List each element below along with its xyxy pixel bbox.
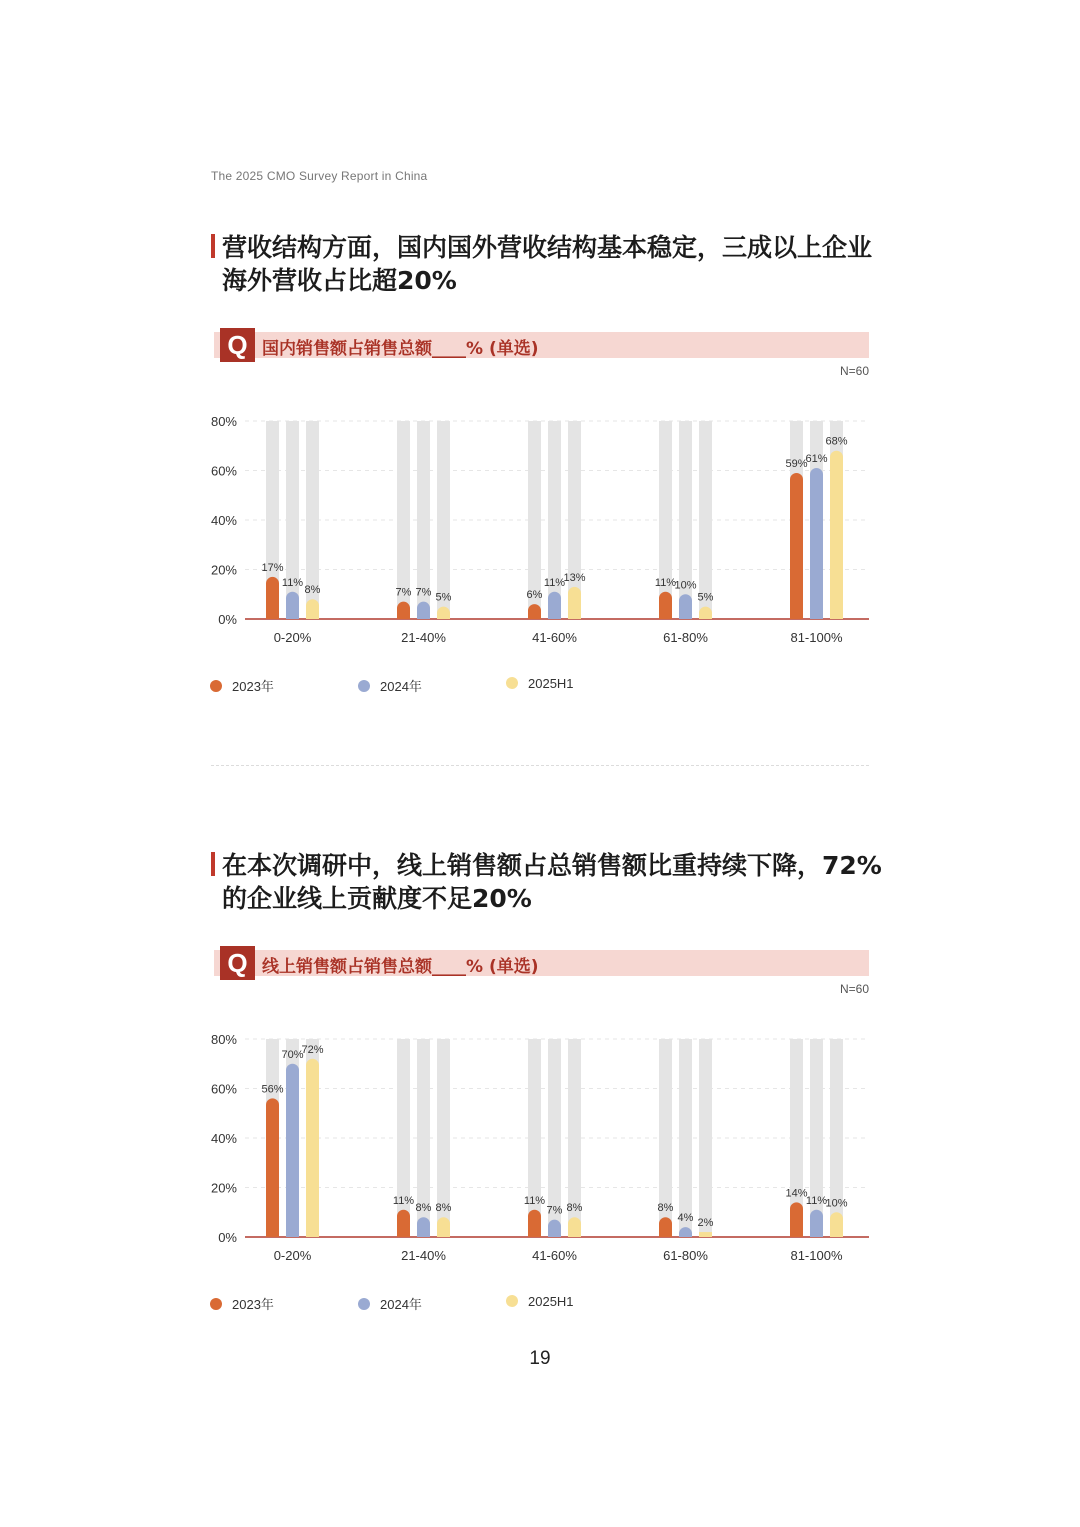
bar-track xyxy=(699,1039,712,1237)
bar-2024年 xyxy=(286,592,299,619)
y-tick-label: 40% xyxy=(210,513,237,528)
x-tick-label: 41-60% xyxy=(532,1248,577,1263)
data-label: 5% xyxy=(697,591,714,604)
bar-2025H1 xyxy=(568,1217,581,1237)
bar-2023年 xyxy=(397,602,410,619)
y-tick-label: 0% xyxy=(218,612,237,627)
bar-2025H1 xyxy=(568,587,581,619)
data-label: 8% xyxy=(566,1202,583,1215)
data-label: 70% xyxy=(281,1048,304,1061)
bar-2024年 xyxy=(810,468,823,619)
data-label: 14% xyxy=(785,1187,808,1200)
bar-2024年 xyxy=(548,1220,561,1237)
x-tick-label: 81-100% xyxy=(790,630,843,645)
bar-2023年 xyxy=(266,1098,279,1237)
x-tick-label: 21-40% xyxy=(401,630,446,645)
bar-2025H1 xyxy=(830,451,843,619)
headline-line-1: 营收结构方面，国内国外营收结构基本稳定，三成以上企业 xyxy=(222,233,873,262)
bar-2023年 xyxy=(528,604,541,619)
data-label: 59% xyxy=(785,457,808,470)
bar-2024年 xyxy=(679,594,692,619)
y-tick-label: 40% xyxy=(210,1131,237,1146)
section-divider xyxy=(211,765,869,766)
x-tick-label: 0-20% xyxy=(273,630,312,645)
data-label: 56% xyxy=(261,1083,284,1096)
x-tick-label: 61-80% xyxy=(663,630,708,645)
data-label: 7% xyxy=(415,586,432,599)
bar-track xyxy=(397,1039,410,1237)
legend-dot-icon xyxy=(358,680,370,692)
data-label: 68% xyxy=(825,435,848,448)
bar-track xyxy=(286,421,299,619)
data-label: 10% xyxy=(825,1197,848,1210)
y-tick-label: 80% xyxy=(210,414,237,429)
headline-accent-bar xyxy=(211,234,215,258)
bar-chart-domestic xyxy=(0,398,1080,658)
data-label: 7% xyxy=(395,586,412,599)
legend-label: 2023年 xyxy=(232,679,274,694)
x-tick-label: 81-100% xyxy=(790,1248,843,1263)
legend-dot-icon xyxy=(506,1295,518,1307)
sample-size: N=60 xyxy=(839,364,869,378)
bar-2024年 xyxy=(548,592,561,619)
page-number: 19 xyxy=(529,1348,551,1369)
legend-item-2024 xyxy=(358,676,422,695)
bar-track xyxy=(659,421,672,619)
bar-2023年 xyxy=(659,1217,672,1237)
data-label: 72% xyxy=(301,1043,324,1056)
bar-2024年 xyxy=(417,1217,430,1237)
legend-dot-icon xyxy=(506,677,518,689)
bar-track xyxy=(548,421,561,619)
bar-2023年 xyxy=(790,473,803,619)
bar-2024年 xyxy=(810,1210,823,1237)
bar-2024年 xyxy=(417,602,430,619)
legend-label: 2023年 xyxy=(232,1297,274,1312)
bar-track xyxy=(679,1039,692,1237)
question-text: 线上销售额占销售总额____% (单选) xyxy=(262,957,539,977)
legend-label: 2024年 xyxy=(380,1297,422,1312)
bar-2023年 xyxy=(266,577,279,619)
data-label: 11% xyxy=(392,1194,415,1207)
data-label: 10% xyxy=(674,579,697,592)
bar-2025H1 xyxy=(306,1059,319,1237)
data-label: 5% xyxy=(435,591,452,604)
x-tick-label: 41-60% xyxy=(532,630,577,645)
headline-line-2: 的企业线上贡献度不足20% xyxy=(222,884,532,913)
bar-2023年 xyxy=(528,1210,541,1237)
legend-label: 2025H1 xyxy=(528,1294,574,1309)
chart-legend xyxy=(210,676,710,696)
y-tick-label: 80% xyxy=(210,1032,237,1047)
x-tick-label: 61-80% xyxy=(663,1248,708,1263)
legend-item-2023 xyxy=(210,1294,274,1313)
x-tick-label: 0-20% xyxy=(273,1248,312,1263)
data-label: 13% xyxy=(563,571,586,584)
bar-track xyxy=(810,1039,823,1237)
running-title: The 2025 CMO Survey Report in China xyxy=(211,169,428,183)
bar-chart-online xyxy=(0,1016,1080,1276)
data-label: 8% xyxy=(304,584,321,597)
legend-dot-icon xyxy=(210,680,222,692)
question-badge: Q xyxy=(220,946,255,980)
data-label: 2% xyxy=(697,1217,714,1230)
legend-dot-icon xyxy=(210,1298,222,1310)
bar-2024年 xyxy=(286,1064,299,1237)
legend-label: 2024年 xyxy=(380,679,422,694)
legend-item-2024 xyxy=(358,1294,422,1313)
data-label: 61% xyxy=(805,453,828,466)
x-tick-label: 21-40% xyxy=(401,1248,446,1263)
y-tick-label: 60% xyxy=(210,463,237,479)
data-label: 4% xyxy=(677,1212,694,1225)
y-tick-label: 20% xyxy=(210,1180,237,1196)
legend-item-2023 xyxy=(210,676,274,695)
bar-2023年 xyxy=(397,1210,410,1237)
legend-item-2025h1 xyxy=(506,1294,574,1309)
bar-2025H1 xyxy=(830,1212,843,1237)
data-label: 8% xyxy=(435,1202,452,1215)
data-label: 11% xyxy=(523,1194,546,1207)
bar-2025H1 xyxy=(306,599,319,619)
data-label: 11% xyxy=(281,576,304,589)
bar-2023年 xyxy=(659,592,672,619)
data-label: 8% xyxy=(415,1202,432,1215)
question-badge: Q xyxy=(220,328,255,362)
bar-track xyxy=(437,421,450,619)
question-text: 国内销售额占销售总额____% (单选) xyxy=(262,339,539,359)
legend-item-2025h1 xyxy=(506,676,574,691)
data-label: 6% xyxy=(526,589,543,602)
data-label: 11% xyxy=(805,1194,828,1207)
bar-track xyxy=(699,421,712,619)
chart-legend xyxy=(210,1294,710,1314)
data-label: 8% xyxy=(657,1202,674,1215)
headline-accent-bar xyxy=(211,852,215,876)
headline-line-1: 在本次调研中，线上销售额占总销售额比重持续下降，72% xyxy=(222,851,882,880)
bar-2023年 xyxy=(790,1202,803,1237)
y-tick-label: 20% xyxy=(210,562,237,578)
legend-label: 2025H1 xyxy=(528,676,574,691)
bar-2025H1 xyxy=(699,1232,712,1237)
headline-line-2: 海外营收占比超20% xyxy=(222,266,457,295)
y-tick-label: 60% xyxy=(210,1081,237,1097)
legend-dot-icon xyxy=(358,1298,370,1310)
data-label: 7% xyxy=(546,1204,563,1217)
bar-track xyxy=(528,1039,541,1237)
data-label: 11% xyxy=(654,576,677,589)
bar-2025H1 xyxy=(437,1217,450,1237)
sample-size: N=60 xyxy=(839,982,869,996)
y-tick-label: 0% xyxy=(218,1230,237,1245)
data-label: 11% xyxy=(543,576,566,589)
data-label: 17% xyxy=(261,561,284,574)
